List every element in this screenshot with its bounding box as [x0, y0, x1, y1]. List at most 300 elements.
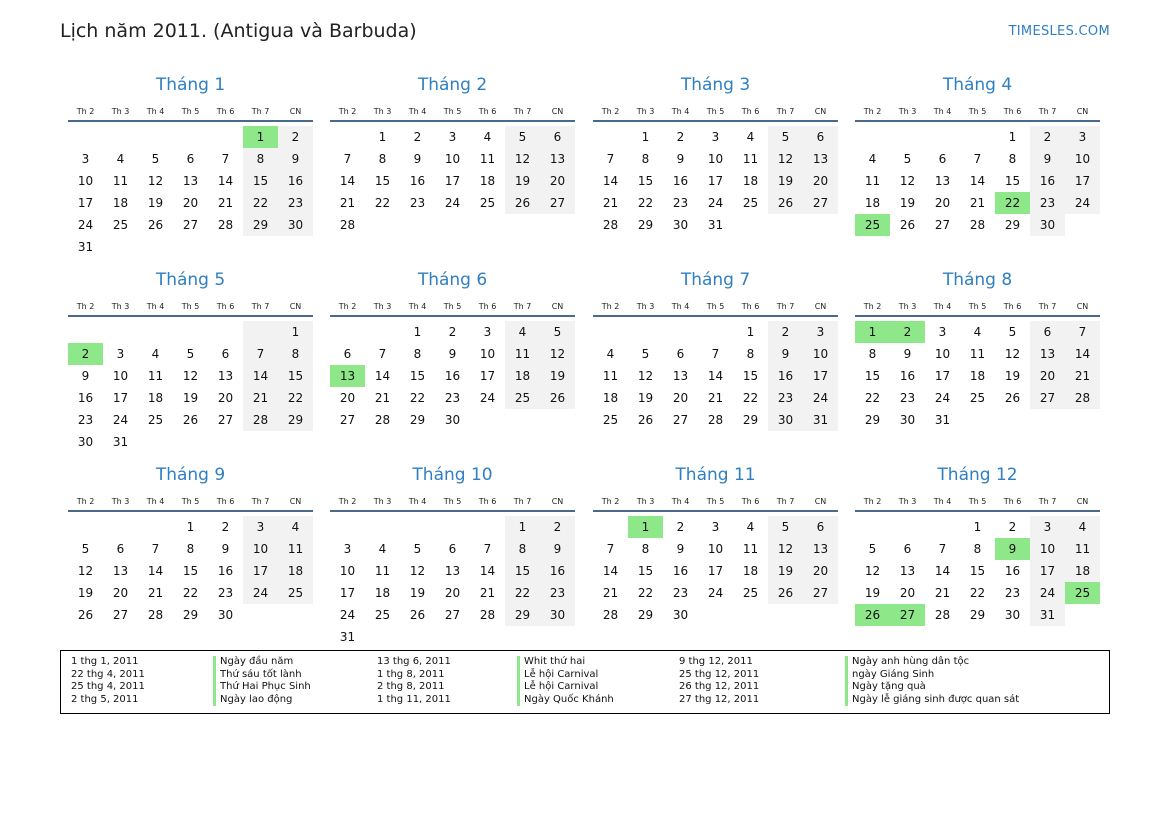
- day-cell: 10: [707, 152, 724, 166]
- weekday-label: CN: [814, 302, 827, 311]
- day-cell: 31: [339, 630, 356, 644]
- weekday-label: Th 6: [741, 302, 760, 311]
- month-calendar: [68, 269, 313, 449]
- legend-date-column: [679, 656, 759, 706]
- day-cell: 5: [641, 347, 650, 361]
- day-cell: 24: [934, 391, 951, 405]
- day-cell: 18: [742, 174, 759, 188]
- day-cell: 1: [186, 520, 195, 534]
- month-calendar: [593, 269, 838, 449]
- day-cell: 15: [637, 174, 654, 188]
- day-cell: 17: [934, 369, 951, 383]
- day-cell: 6: [903, 542, 912, 556]
- month-calendar: [593, 464, 838, 644]
- day-cell: 10: [934, 347, 951, 361]
- holiday-day-cell: 26: [855, 604, 890, 626]
- day-cell: 7: [343, 152, 352, 166]
- weekday-label: Th 7: [1038, 497, 1057, 506]
- day-cell: 29: [182, 608, 199, 622]
- day-cell: 9: [413, 152, 422, 166]
- weekday-label: Th 2: [601, 302, 620, 311]
- weekday-label: Th 6: [741, 107, 760, 116]
- day-cell: 23: [672, 586, 689, 600]
- day-cell: 7: [938, 542, 947, 556]
- day-cell: 20: [182, 196, 199, 210]
- day-cell: 14: [147, 564, 164, 578]
- weekday-label: Th 4: [408, 107, 427, 116]
- day-cell: 6: [186, 152, 195, 166]
- month-title: Tháng 11: [675, 465, 756, 485]
- day-cell: 14: [479, 564, 496, 578]
- day-cell: 19: [409, 586, 426, 600]
- legend-date-column: [377, 656, 451, 706]
- day-cell: 3: [711, 130, 720, 144]
- weekday-label: Th 5: [706, 302, 725, 311]
- day-cell: 10: [444, 152, 461, 166]
- day-cell: 30: [1004, 608, 1021, 622]
- day-cell: 29: [637, 608, 654, 622]
- day-cell: 19: [147, 196, 164, 210]
- day-cell: 19: [768, 170, 803, 192]
- day-cell: 18: [479, 174, 496, 188]
- day-cell: 9: [540, 538, 575, 560]
- day-cell: 2: [221, 520, 230, 534]
- day-cell: 28: [243, 409, 278, 431]
- day-cell: 2: [768, 321, 803, 343]
- day-cell: 25: [278, 582, 313, 604]
- day-cell: 18: [112, 196, 129, 210]
- day-cell: 1: [746, 325, 755, 339]
- weekday-label: Th 5: [443, 107, 462, 116]
- weekday-label: Th 2: [338, 497, 357, 506]
- day-cell: 21: [602, 586, 619, 600]
- weekday-label: Th 7: [1038, 107, 1057, 116]
- weekday-label: Th 4: [671, 107, 690, 116]
- weekend-empty-cell: [243, 321, 278, 343]
- weekday-header: [330, 105, 575, 119]
- weekday-header: [68, 105, 313, 119]
- day-cell: 30: [672, 218, 689, 232]
- day-cell: 2: [676, 130, 685, 144]
- day-cell: 1: [973, 520, 982, 534]
- day-cell: 24: [707, 196, 724, 210]
- weekday-header: [68, 495, 313, 509]
- legend-holiday-name: Ngày lễ giáng sinh được quan sát: [845, 694, 1019, 707]
- legend-date-column: [71, 656, 145, 706]
- day-cell: 11: [374, 564, 391, 578]
- day-cell: 7: [243, 343, 278, 365]
- day-cell: 17: [479, 369, 496, 383]
- day-cell: 25: [147, 413, 164, 427]
- day-cell: 6: [116, 542, 125, 556]
- site-brand-link[interactable]: TIMESLES.COM: [1008, 24, 1110, 39]
- month-title: Tháng 10: [412, 465, 493, 485]
- month-calendar: [855, 74, 1100, 254]
- day-cell: 9: [768, 343, 803, 365]
- day-cell: 4: [606, 347, 615, 361]
- day-cell: 13: [182, 174, 199, 188]
- day-cell: 30: [1030, 214, 1065, 236]
- day-cell: 13: [934, 174, 951, 188]
- day-cell: 4: [1065, 516, 1100, 538]
- holiday-day-cell: 25: [855, 214, 890, 236]
- day-cell: 17: [803, 365, 838, 387]
- weekday-label: Th 3: [373, 497, 392, 506]
- day-cell: 18: [742, 564, 759, 578]
- weekday-label: Th 2: [338, 107, 357, 116]
- month-calendar: [68, 74, 313, 254]
- day-cell: 3: [938, 325, 947, 339]
- weekday-label: Th 7: [251, 302, 270, 311]
- day-cell: 11: [969, 347, 986, 361]
- day-cell: 25: [479, 196, 496, 210]
- day-cell: 22: [742, 391, 759, 405]
- weekday-label: Th 4: [146, 302, 165, 311]
- weekday-label: Th 2: [76, 107, 95, 116]
- day-cell: 17: [707, 174, 724, 188]
- day-cell: 27: [803, 192, 838, 214]
- day-cell: 9: [221, 542, 230, 556]
- day-cell: 11: [1065, 538, 1100, 560]
- day-cell: 15: [409, 369, 426, 383]
- day-cell: 21: [217, 196, 234, 210]
- day-cell: 20: [540, 170, 575, 192]
- day-cell: 23: [1030, 192, 1065, 214]
- day-cell: 28: [707, 413, 724, 427]
- day-cell: 22: [864, 391, 881, 405]
- day-cell: 4: [378, 542, 387, 556]
- holiday-day-cell: 1: [243, 126, 278, 148]
- day-cell: 2: [278, 126, 313, 148]
- weekday-label: CN: [1076, 302, 1089, 311]
- day-cell: 10: [1065, 148, 1100, 170]
- day-cell: 19: [899, 196, 916, 210]
- day-cell: 7: [483, 542, 492, 556]
- day-cell: 15: [969, 564, 986, 578]
- day-cell: 7: [221, 152, 230, 166]
- day-cell: 16: [1030, 170, 1065, 192]
- day-cell: 23: [77, 413, 94, 427]
- legend-date: 13 thg 6, 2011: [377, 656, 451, 667]
- month-title: Tháng 7: [680, 270, 751, 290]
- weekday-label: Th 5: [181, 497, 200, 506]
- day-cell: 18: [278, 560, 313, 582]
- day-cell: 15: [374, 174, 391, 188]
- day-cell: 21: [707, 391, 724, 405]
- day-cell: 27: [217, 413, 234, 427]
- day-cell: 28: [374, 413, 391, 427]
- day-cell: 23: [409, 196, 426, 210]
- day-cell: 6: [803, 126, 838, 148]
- day-cell: 4: [868, 152, 877, 166]
- legend-holiday-name: Ngày lao động: [213, 694, 311, 707]
- day-cell: 3: [448, 130, 457, 144]
- day-cell: 18: [602, 391, 619, 405]
- weekday-label: Th 7: [513, 497, 532, 506]
- day-cell: 23: [278, 192, 313, 214]
- day-cell: 24: [479, 391, 496, 405]
- day-cell: 2: [540, 516, 575, 538]
- day-cell: 28: [339, 218, 356, 232]
- day-cell: 20: [444, 586, 461, 600]
- day-cell: 22: [969, 586, 986, 600]
- month-title: Tháng 12: [937, 465, 1018, 485]
- day-cell: 21: [969, 196, 986, 210]
- weekday-label: Th 3: [636, 302, 655, 311]
- weekday-label: Th 2: [601, 497, 620, 506]
- day-cell: 17: [1065, 170, 1100, 192]
- day-cell: 19: [182, 391, 199, 405]
- day-cell: 17: [243, 560, 278, 582]
- day-cell: 22: [278, 387, 313, 409]
- day-cell: 5: [540, 321, 575, 343]
- day-cell: 3: [711, 520, 720, 534]
- weekday-label: Th 2: [863, 302, 882, 311]
- month-title: Tháng 9: [155, 465, 226, 485]
- day-cell: 13: [672, 369, 689, 383]
- weekday-header: [593, 495, 838, 509]
- day-cell: 12: [768, 148, 803, 170]
- day-cell: 21: [1065, 365, 1100, 387]
- day-cell: 9: [903, 347, 912, 361]
- day-cell: 16: [768, 365, 803, 387]
- day-cell: 8: [186, 542, 195, 556]
- day-cell: 5: [903, 152, 912, 166]
- day-cell: 29: [1004, 218, 1021, 232]
- day-cell: 7: [973, 152, 982, 166]
- day-cell: 11: [742, 542, 759, 556]
- day-cell: 3: [116, 347, 125, 361]
- day-cell: 14: [217, 174, 234, 188]
- weekday-label: Th 3: [636, 497, 655, 506]
- day-cell: 6: [676, 347, 685, 361]
- month-calendar: [855, 269, 1100, 449]
- day-cell: 16: [672, 564, 689, 578]
- day-cell: 30: [444, 413, 461, 427]
- weekday-label: Th 6: [216, 302, 235, 311]
- day-cell: 19: [864, 586, 881, 600]
- weekday-label: Th 7: [1038, 302, 1057, 311]
- days-grid: [330, 512, 575, 644]
- day-cell: 15: [278, 365, 313, 387]
- legend-holiday-name: Whit thứ hai: [517, 656, 614, 669]
- day-cell: 29: [864, 413, 881, 427]
- month-calendar: [330, 74, 575, 254]
- day-cell: 16: [1004, 564, 1021, 578]
- weekday-label: Th 7: [251, 107, 270, 116]
- day-cell: 27: [1030, 387, 1065, 409]
- weekday-label: Th 6: [741, 497, 760, 506]
- day-cell: 19: [768, 560, 803, 582]
- day-cell: 5: [1008, 325, 1017, 339]
- legend-name-column: [845, 656, 1019, 706]
- legend-date: 1 thg 11, 2011: [377, 693, 451, 705]
- weekday-label: Th 5: [181, 107, 200, 116]
- day-cell: 9: [676, 542, 685, 556]
- day-cell: 20: [803, 170, 838, 192]
- day-cell: 1: [1008, 130, 1017, 144]
- weekday-label: CN: [551, 107, 564, 116]
- day-cell: 9: [676, 152, 685, 166]
- weekday-label: Th 5: [443, 302, 462, 311]
- legend-holiday-name: ngày Giáng Sinh: [845, 669, 1019, 682]
- weekday-label: Th 4: [933, 107, 952, 116]
- legend-name-column: [517, 656, 614, 706]
- month-title: Tháng 5: [155, 270, 226, 290]
- day-cell: 31: [934, 413, 951, 427]
- day-cell: 13: [1030, 343, 1065, 365]
- day-cell: 5: [768, 126, 803, 148]
- day-cell: 2: [676, 520, 685, 534]
- day-cell: 8: [1008, 152, 1017, 166]
- day-cell: 26: [182, 413, 199, 427]
- day-cell: 16: [444, 369, 461, 383]
- day-cell: 20: [339, 391, 356, 405]
- day-cell: 24: [112, 413, 129, 427]
- day-cell: 23: [768, 387, 803, 409]
- day-cell: 26: [540, 387, 575, 409]
- month-calendar: [855, 464, 1100, 644]
- day-cell: 27: [803, 582, 838, 604]
- day-cell: 21: [479, 586, 496, 600]
- day-cell: 17: [444, 174, 461, 188]
- day-cell: 28: [602, 608, 619, 622]
- day-cell: 11: [742, 152, 759, 166]
- day-cell: 10: [243, 538, 278, 560]
- holiday-day-cell: 1: [855, 321, 890, 343]
- day-cell: 26: [768, 192, 803, 214]
- weekday-label: CN: [289, 497, 302, 506]
- day-cell: 16: [77, 391, 94, 405]
- day-cell: 25: [602, 413, 619, 427]
- page-title: Lịch năm 2011. (Antigua và Barbuda): [60, 20, 417, 42]
- day-cell: 25: [742, 196, 759, 210]
- day-cell: 27: [112, 608, 129, 622]
- weekday-label: Th 4: [408, 302, 427, 311]
- day-cell: 16: [217, 564, 234, 578]
- day-cell: 30: [899, 413, 916, 427]
- day-cell: 3: [343, 542, 352, 556]
- weekday-label: Th 3: [898, 497, 917, 506]
- holiday-day-cell: 2: [68, 343, 103, 365]
- day-cell: 23: [540, 582, 575, 604]
- month-title: Tháng 1: [155, 75, 226, 95]
- day-cell: 5: [413, 542, 422, 556]
- day-cell: 19: [540, 365, 575, 387]
- weekday-label: Th 6: [478, 497, 497, 506]
- day-cell: 26: [899, 218, 916, 232]
- day-cell: 16: [540, 560, 575, 582]
- weekday-label: Th 5: [968, 302, 987, 311]
- day-cell: 2: [1008, 520, 1017, 534]
- day-cell: 26: [409, 608, 426, 622]
- day-cell: 13: [444, 564, 461, 578]
- holiday-day-cell: 27: [890, 604, 925, 626]
- day-cell: 16: [278, 170, 313, 192]
- weekday-label: Th 2: [76, 497, 95, 506]
- day-cell: 30: [217, 608, 234, 622]
- day-cell: 27: [540, 192, 575, 214]
- holiday-day-cell: 22: [995, 192, 1030, 214]
- day-cell: 20: [1030, 365, 1065, 387]
- legend-date: 26 thg 12, 2011: [679, 681, 760, 693]
- day-cell: 21: [374, 391, 391, 405]
- weekday-label: Th 3: [111, 107, 130, 116]
- day-cell: 26: [147, 218, 164, 232]
- day-cell: 10: [339, 564, 356, 578]
- day-cell: 30: [672, 608, 689, 622]
- day-cell: 17: [707, 564, 724, 578]
- weekday-label: CN: [289, 107, 302, 116]
- weekday-label: CN: [551, 302, 564, 311]
- day-cell: 10: [803, 343, 838, 365]
- day-cell: 3: [81, 152, 90, 166]
- day-cell: 18: [374, 586, 391, 600]
- day-cell: 8: [641, 152, 650, 166]
- day-cell: 23: [444, 391, 461, 405]
- holiday-day-cell: 13: [330, 365, 365, 387]
- day-cell: 14: [707, 369, 724, 383]
- day-cell: 12: [505, 148, 540, 170]
- day-cell: 12: [409, 564, 426, 578]
- day-cell: 7: [606, 542, 615, 556]
- days-grid: [68, 317, 313, 449]
- day-cell: 19: [505, 170, 540, 192]
- weekday-label: Th 6: [478, 107, 497, 116]
- day-cell: 4: [505, 321, 540, 343]
- day-cell: 24: [444, 196, 461, 210]
- legend-holiday-name: Thứ Hai Phục Sinh: [213, 681, 311, 694]
- day-cell: 29: [505, 604, 540, 626]
- day-cell: 19: [637, 391, 654, 405]
- weekday-header: [855, 105, 1100, 119]
- day-cell: 21: [602, 196, 619, 210]
- day-cell: 8: [973, 542, 982, 556]
- day-cell: 13: [803, 538, 838, 560]
- weekday-label: Th 6: [1003, 302, 1022, 311]
- legend-date: 1 thg 1, 2011: [71, 656, 139, 667]
- day-cell: 12: [1004, 347, 1021, 361]
- days-grid: [68, 122, 313, 254]
- day-cell: 11: [112, 174, 129, 188]
- day-cell: 15: [182, 564, 199, 578]
- day-cell: 23: [217, 586, 234, 600]
- weekday-label: CN: [289, 302, 302, 311]
- day-cell: 9: [278, 148, 313, 170]
- weekday-label: CN: [1076, 107, 1089, 116]
- day-cell: 21: [339, 196, 356, 210]
- day-cell: 21: [934, 586, 951, 600]
- day-cell: 3: [1030, 516, 1065, 538]
- weekday-label: Th 4: [933, 497, 952, 506]
- day-cell: 30: [278, 214, 313, 236]
- legend-holiday-name: Lễ hội Carnival: [517, 669, 614, 682]
- weekday-label: Th 4: [146, 107, 165, 116]
- day-cell: 14: [602, 174, 619, 188]
- weekday-label: Th 4: [671, 302, 690, 311]
- day-cell: 6: [221, 347, 230, 361]
- day-cell: 15: [243, 170, 278, 192]
- weekday-label: Th 2: [338, 302, 357, 311]
- day-cell: 19: [77, 586, 94, 600]
- weekday-label: Th 6: [216, 497, 235, 506]
- day-cell: 24: [339, 608, 356, 622]
- weekday-label: CN: [814, 107, 827, 116]
- day-cell: 6: [540, 126, 575, 148]
- weekday-label: Th 7: [513, 107, 532, 116]
- legend-holiday-name: Thứ sáu tốt lành: [213, 669, 311, 682]
- month-title: Tháng 3: [680, 75, 751, 95]
